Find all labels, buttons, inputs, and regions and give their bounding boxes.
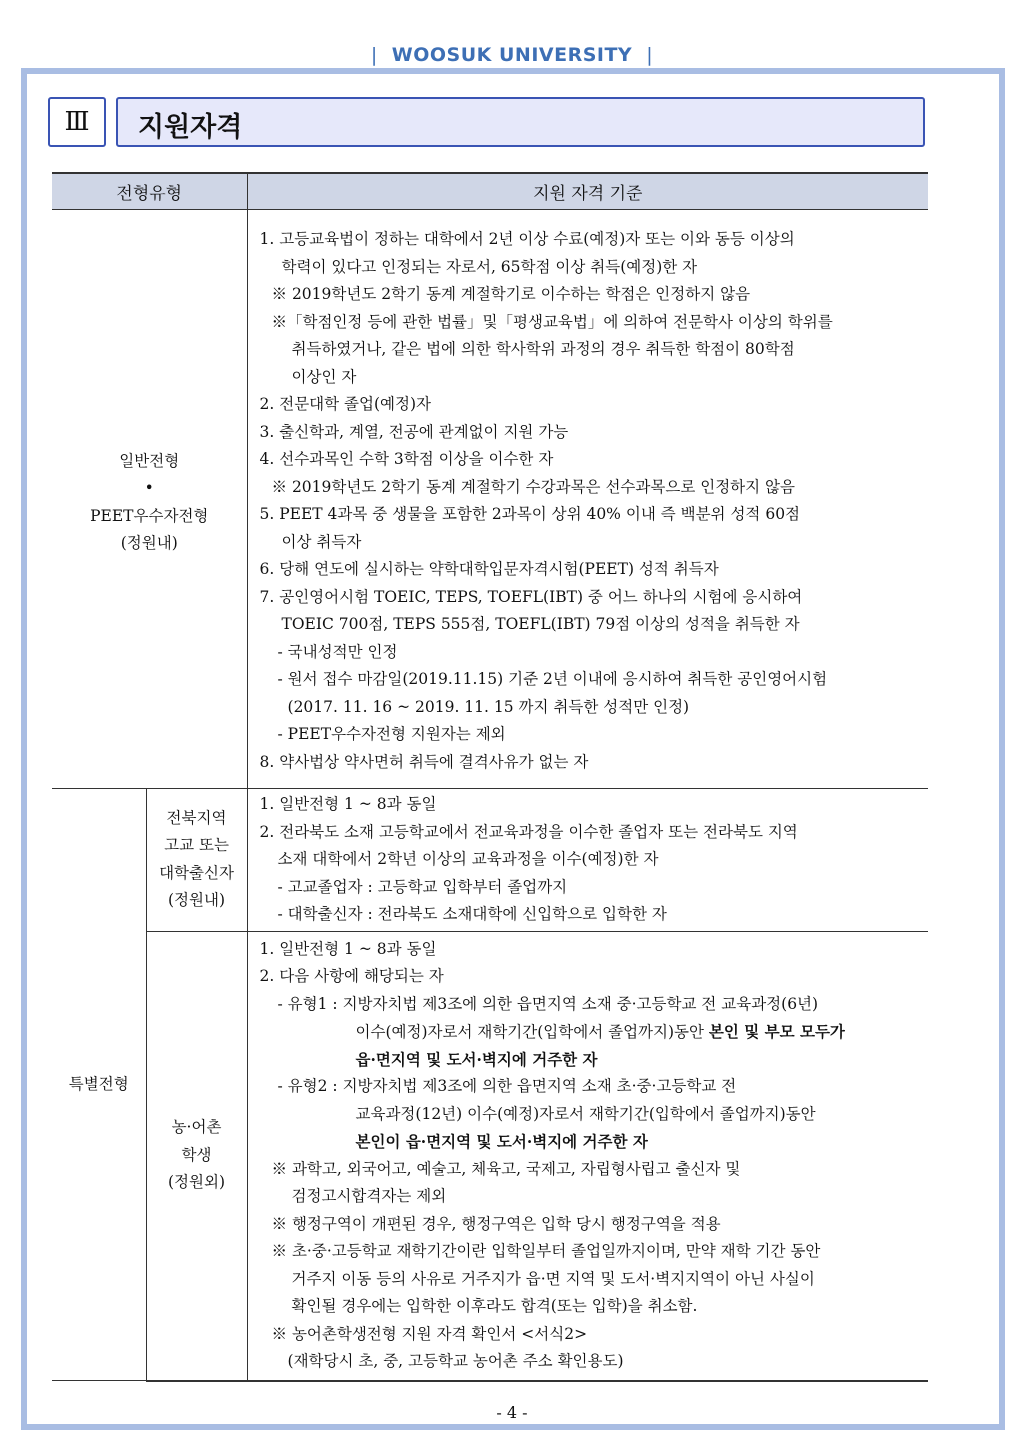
criteria-line: 2. 다음 사항에 해당되는 자 bbox=[259, 967, 444, 985]
criteria-general bbox=[247, 210, 928, 789]
criteria-line: 소재 대학에서 2학년 이상의 교육과정을 이수(예정)한 자 bbox=[277, 850, 659, 868]
criteria-line: 학력이 있다고 인정되는 자로서, 65학점 이상 취득(예정)한 자 bbox=[281, 257, 698, 276]
criteria-emphasis: 읍·면지역 및 도서·벽지에 거주한 자 bbox=[355, 1049, 598, 1069]
type-label-line: 학생 bbox=[181, 1145, 212, 1164]
type-label-line: 고교 또는 bbox=[164, 836, 229, 855]
col-header-type: 전형유형 bbox=[52, 173, 247, 210]
section-title: 지원자격 bbox=[138, 112, 243, 143]
criteria-line: (재학당시 초, 중, 고등학교 농어촌 주소 확인용도) bbox=[287, 1352, 624, 1370]
header-divider: | bbox=[370, 44, 378, 66]
type-label-line: 농·어촌 bbox=[171, 1118, 222, 1137]
table-row-rural bbox=[52, 931, 928, 1381]
type-rural bbox=[146, 931, 247, 1381]
criteria-emphasis: 본인이 읍·면지역 및 도서·벽지에 거주한 자 bbox=[355, 1132, 648, 1151]
type-label-line: 일반전형 bbox=[119, 451, 180, 470]
university-name: WOOSUK UNIVERSITY bbox=[391, 44, 633, 66]
criteria-line: 교육과정(12년) 이수(예정)자로서 재학기간(입학에서 졸업까지)동안 bbox=[355, 1104, 816, 1123]
criteria-line: 이상 취득자 bbox=[281, 532, 362, 551]
col-header-criteria: 지원 자격 기준 bbox=[247, 173, 928, 210]
type-label-line: (정원내) bbox=[168, 891, 226, 910]
criteria-line: ※ 초·중·고등학교 재학기간이란 입학일부터 졸업일까지이며, 만약 재학 기간 동안 bbox=[271, 1242, 821, 1260]
type-label-line: 전북지역 bbox=[166, 808, 227, 827]
criteria-line: 5. PEET 4과목 중 생물을 포함한 2과목이 상위 40% 이내 즉 백분위 성적 60점 bbox=[259, 505, 801, 523]
criteria-line: 4. 선수과목인 수학 3학점 이상을 이수한 자 bbox=[259, 450, 554, 468]
criteria-line: 확인될 경우에는 입학한 이후라도 합격(또는 입학)을 취소함. bbox=[291, 1297, 698, 1315]
section-title-box bbox=[116, 97, 925, 147]
criteria-line: - 국내성적만 인정 bbox=[277, 642, 398, 661]
criteria-line: 7. 공인영어시험 TOEIC, TEPS, TOEFL(IBT) 중 어느 하나의 시험에 응시하여 bbox=[259, 587, 803, 606]
criteria-emphasis: 본인 및 부모 모두가 bbox=[708, 1022, 845, 1041]
table-row-jeonbuk bbox=[52, 789, 928, 932]
qualification-table bbox=[52, 172, 928, 1382]
type-label-line: PEET우수자전형 bbox=[90, 506, 209, 525]
criteria-line: (2017. 11. 16 ~ 2019. 11. 15 까지 취득한 성적만 인정) bbox=[287, 697, 690, 716]
type-label-line: (정원외) bbox=[168, 1173, 226, 1192]
criteria-line: 3. 출신학과, 계열, 전공에 관계없이 지원 가능 bbox=[259, 422, 569, 441]
criteria-line: ※ 농어촌학생전형 지원 자격 확인서 <서식2> bbox=[271, 1324, 588, 1343]
criteria-line: 2. 전라북도 소재 고등학교에서 전교육과정을 이수한 졸업자 또는 전라북도 지역 bbox=[259, 822, 798, 841]
criteria-line: 1. 고등교육법이 정하는 대학에서 2년 이상 수료(예정)자 또는 이와 동등 이상의 bbox=[259, 230, 795, 248]
type-label-line: • bbox=[144, 479, 154, 497]
criteria-line: 취득하였거나, 같은 법에 의한 학사학위 과정의 경우 취득한 학점이 80학점 bbox=[291, 340, 795, 358]
criteria-line: 검정고시합격자는 제외 bbox=[291, 1187, 447, 1205]
table-header-row bbox=[52, 173, 928, 210]
criteria-line: 6. 당해 연도에 실시하는 약학대학입문자격시험(PEET) 성적 취득자 bbox=[259, 560, 719, 578]
criteria-text: 이수(예정)자로서 재학기간(입학에서 졸업까지)동안 bbox=[355, 1023, 709, 1041]
criteria-line bbox=[260, 1018, 921, 1046]
criteria-jeonbuk bbox=[247, 789, 928, 932]
criteria-line: - 고교졸업자 : 고등학교 입학부터 졸업까지 bbox=[277, 877, 568, 896]
criteria-rural bbox=[247, 931, 928, 1381]
criteria-line: 이상인 자 bbox=[291, 367, 357, 386]
criteria-line: - 유형1 : 지방자치법 제3조에 의한 읍면지역 소재 중·고등학교 전 교육과정(6년) bbox=[277, 994, 819, 1013]
criteria-line: - 원서 접수 마감일(2019.11.15) 기준 2년 이내에 응시하여 취득한 공인영어시험 bbox=[277, 670, 828, 688]
criteria-line: ※「학점인정 등에 관한 법률」및「평생교육법」에 의하여 전문학사 이상의 학위를 bbox=[271, 312, 833, 331]
criteria-line: 1. 일반전형 1 ~ 8과 동일 bbox=[259, 795, 437, 813]
type-general bbox=[52, 210, 247, 789]
criteria-line: 거주지 이동 등의 사유로 거주지가 읍·면 지역 및 도서·벽지지역이 아닌 사실이 bbox=[291, 1269, 815, 1288]
section-number: Ⅲ bbox=[48, 97, 106, 147]
criteria-line: ※ 2019학년도 2학기 동계 계절학기로 이수하는 학점은 인정하지 않음 bbox=[271, 285, 751, 303]
header-divider: | bbox=[646, 44, 654, 66]
type-label-line: (정원내) bbox=[120, 534, 178, 552]
criteria-line: ※ 2019학년도 2학기 동계 계절학기 수강과목은 선수과목으로 인정하지 않음 bbox=[271, 477, 795, 496]
criteria-line: - PEET우수자전형 지원자는 제외 bbox=[277, 725, 506, 743]
page-number: - 4 - bbox=[496, 1403, 528, 1422]
type-special: 특별전형 bbox=[52, 789, 146, 1381]
type-jeonbuk bbox=[146, 789, 247, 932]
criteria-line: ※ 과학고, 외국어고, 예술고, 체육고, 국제고, 자립형사립고 출신자 및 bbox=[271, 1159, 741, 1178]
header-university bbox=[0, 44, 1024, 66]
type-label-line: 대학출신자 bbox=[159, 863, 234, 882]
criteria-line: ※ 행정구역이 개편된 경우, 행정구역은 입학 당시 행정구역을 적용 bbox=[271, 1214, 721, 1233]
table-row-general bbox=[52, 210, 928, 789]
criteria-line: 1. 일반전형 1 ~ 8과 동일 bbox=[259, 939, 437, 958]
criteria-line: 2. 전문대학 졸업(예정)자 bbox=[259, 395, 432, 413]
criteria-line: - 유형2 : 지방자치법 제3조에 의한 읍면지역 소재 초·중·고등학교 전 bbox=[277, 1077, 737, 1095]
criteria-line: - 대학출신자 : 전라북도 소재대학에 신입학으로 입학한 자 bbox=[277, 905, 667, 923]
criteria-line: 8. 약사법상 약사면허 취득에 결격사유가 없는 자 bbox=[259, 752, 589, 771]
criteria-line: TOEIC 700점, TEPS 555점, TOEFL(IBT) 79점 이상의 성적을 취득한 자 bbox=[281, 615, 800, 633]
